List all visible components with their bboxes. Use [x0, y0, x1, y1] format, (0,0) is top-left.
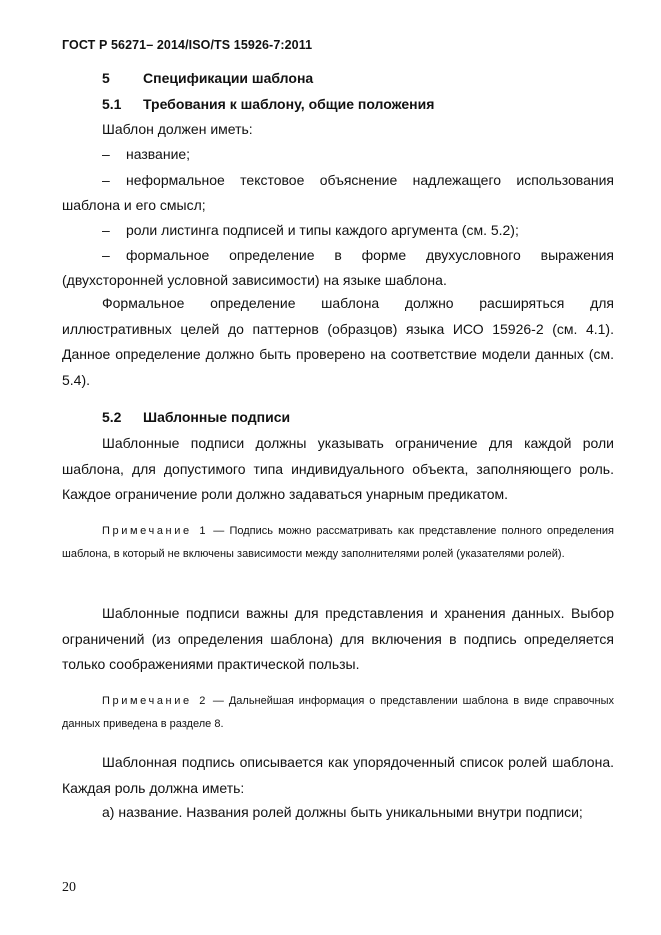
list-dash: – [102, 247, 110, 263]
note-dash: — [212, 695, 224, 707]
note-1 [62, 520, 614, 565]
list-item-text: формальное определение в форме двухусловного выражения [126, 247, 614, 263]
list-item-continuation: (двухсторонней условной зависимости) на языке шаблона. [62, 272, 447, 288]
note-label: Примечание 1 [102, 525, 209, 537]
section-number: 5.1 [102, 96, 122, 112]
note-label: Примечание 2 [102, 695, 208, 707]
body-paragraph: Формальное определение шаблона должно расширяться для иллюстративных целей до паттернов (образцов) языка ИСО 15926-2 (см. 4.1). Данное определение должно быть проверено на соответствие модели данных (см. 5.4). [62, 295, 614, 388]
list-dash: – [102, 222, 110, 238]
section-title: Шаблонные подписи [143, 409, 291, 425]
list-item-text: неформальное текстовое объяснение надлежащего использования [126, 172, 614, 188]
body-paragraph: Шаблонная подпись описывается как упорядоченный список ролей шаблона. Каждая роль должна иметь: [62, 754, 614, 796]
list-item-text: название; [126, 146, 191, 162]
list-item-a: а) название. Названия ролей должны быть уникальными внутри подписи; [102, 804, 583, 820]
note-2 [62, 690, 614, 735]
section-number: 5.2 [102, 409, 122, 425]
standard-header: ГОСТ Р 56271– 2014/ISO/TS 15926-7:2011 [62, 38, 313, 52]
list-item-text: роли листинга подписей и типы каждого аргумента (см. 5.2); [126, 222, 519, 238]
list-item [62, 168, 614, 194]
list-item [62, 142, 614, 168]
list-item-continuation: шаблона и его смысл; [62, 197, 206, 213]
note-dash: — [213, 525, 225, 537]
section-title: Требования к шаблону, общие положения [143, 96, 435, 112]
list-item [62, 243, 614, 269]
body-paragraph: Шаблонные подписи важны для представления и хранения данных. Выбор ограничений (из определения шаблона) для включения в подпись определяется только соображениями практической пользы. [62, 605, 614, 672]
page-number: 20 [62, 880, 76, 895]
note-text: Подпись можно рассматривать как представление полного определения шаблона, в который не включены зависимости между заполнителями ролей (указателями ролей). [62, 525, 614, 560]
list-item [62, 218, 614, 244]
note-text: Дальнейшая информация о представлении шаблона в виде справочных данных приведена в разделе 8. [62, 695, 614, 730]
list-dash: – [102, 146, 110, 162]
list-dash: – [102, 172, 110, 188]
body-paragraph: Шаблонные подписи должны указывать ограничение для каждой роли шаблона, для допустимого типа индивидуального объекта, заполняющего роль. Каждое ограничение роли должно задаваться унарным предикатом. [62, 435, 614, 502]
section-title: Спецификации шаблона [143, 70, 314, 86]
section-number: 5 [102, 70, 110, 86]
intro-text: Шаблон должен иметь: [102, 121, 253, 137]
